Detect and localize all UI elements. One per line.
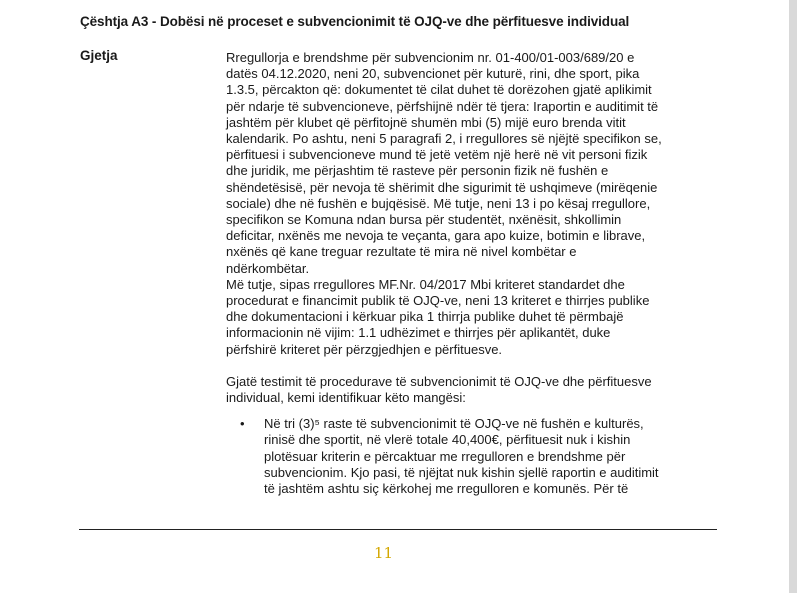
paragraph-testing: Gjatë testimit të procedurave të subvencionimit të OJQ-ve dhe përfituesve individual, kemi identifikuar këto mangësi: <box>226 373 652 406</box>
page-number: 11 <box>373 544 394 562</box>
finding-body <box>226 50 724 497</box>
section-heading: Çështja A3 - Dobësi në proceset e subvencionimit të OJQ-ve dhe përfituesve individual <box>80 14 630 29</box>
bullet-text: Në tri (3)⁵ raste të subvencionimit të OJQ-ve në fushën e kulturës, rinisë dhe sportit, në vlerë totale 40,400€, përfituesit nuk i kishin plotësuar kriterin e përcaktuar me rregulloren e brendshme për subvencionim. Kjo pasi, të njëjtat nuk kishin sjellë raportin e auditimit të jashtëm ashtu siç kërkohej me rregulloren e komunës. Për të <box>264 416 659 497</box>
page-edge <box>789 0 797 593</box>
paragraph-regulation: Rregullorja e brendshme për subvencionim nr. 01-400/01-003/689/20 e datës 04.12.2020, neni 20, subvencionet për kuturë, rini, dhe sport, pika 1.3.5, përcakton që: dokumentet të cilat duhet të dorëzohen gjatë aplikimit për ndarje të subvencioneve, përfshijnë ndër të tjera: Iraportin e auditimit të jashtëm për klubet që përfitojnë shumën mbi (5) mijë euro brenda vitit kalendarik. Po ashtu, neni 5 paragrafi 2, i rregullores së njëjtë specifikon se, përfituesi i subvencioneve mund të jetë vetëm një herë në vit personi fizik dhe juridik, me përjashtim të rasteve për personin fizik në fushën e shëndetësisë, për nevoja të shërimit dhe sigurimit të ushqimeve (mirëqenie sociale) dhe në fushën e bujqësisë. Më tutje, neni 13 i po kësaj rregullore, specifikon se Komuna ndan bursa për studentët, nxënësit, shkollimin deficitar, nxënës me nevoja te veçanta, gara apo kuize, botimin e librave, nxënës që kane treguar rezultate të mira në nivel kombëtar e ndërkombëtar. <box>226 50 662 276</box>
bullet-item <box>226 416 724 497</box>
footer-rule <box>79 529 717 530</box>
finding-label: Gjetja <box>80 48 118 63</box>
bullet-icon: • <box>240 416 245 432</box>
paragraph-mf-regulation: Më tutje, sipas rregullores MF.Nr. 04/2017 Mbi kriteret standardet dhe procedurat e financimit publik të OJQ-ve, neni 13 kriteret e thirrjes publike dhe dokumentacioni i kërkuar pika 1 thirrja publike duhet të përmbajë informacionin në vijim: 1.1 udhëzimet e thirrjes për aplikantët, duke përfshirë kriteret për përzgjedhjen e përfituesve. <box>226 276 650 357</box>
paragraph-gap <box>226 358 724 374</box>
